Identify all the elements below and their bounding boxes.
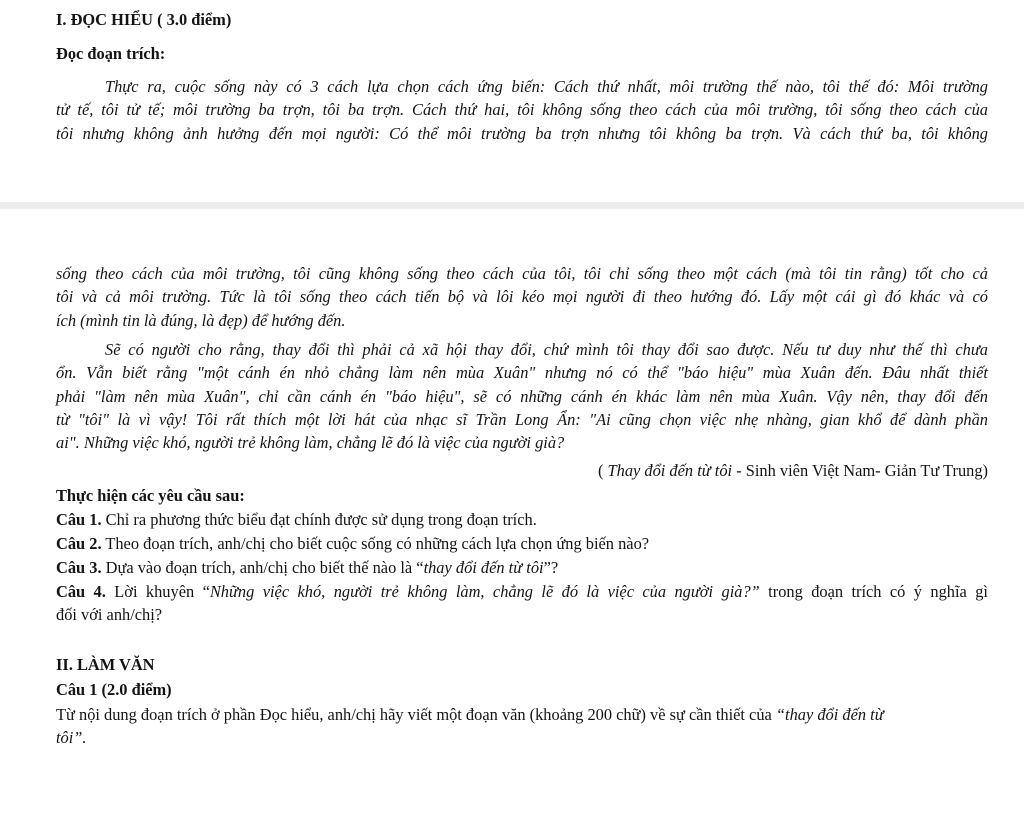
page-break-divider bbox=[0, 202, 1024, 209]
question-quote: Những việc khó, người trẻ không làm, chẳng lẽ đó là việc của người già?” bbox=[209, 582, 760, 601]
tasks-heading: Thực hiện các yêu cầu sau: bbox=[56, 486, 245, 505]
question-1 bbox=[56, 508, 988, 531]
essay-text: Từ nội dung đoạn trích ở phần Đọc hiểu, anh/chị hãy viết một đoạn văn (khoảng 200 chữ) về sự cần thiết của bbox=[56, 705, 776, 724]
question-4-line-1 bbox=[56, 580, 988, 603]
question-label: Câu 3. bbox=[56, 558, 102, 577]
read-passage-label: Đọc đoạn trích: bbox=[56, 44, 166, 63]
passage-line: tôi nhưng không ảnh hưởng đến mọi người: Có thể môi trường ba trợn nhưng tôi không ba trợn. Và cách thứ ba, tôi không bbox=[56, 123, 988, 143]
passage-line: ổn. Vẫn biết rằng "một cánh én nhỏ chẳng làm nên mùa Xuân" nhưng nó có thể "báo hiệu" mùa Xuân đến. Đâu nhất thiết bbox=[56, 363, 988, 383]
passage-line: sống theo cách của môi trường, tôi cũng không sống theo cách của tôi, tôi chỉ sống theo một cách (mà tôi tin rằng) tốt cho cả bbox=[56, 264, 988, 283]
essay-question-heading: Câu 1 (2.0 điểm) bbox=[56, 680, 172, 699]
question-text: trong đoạn trích có ý nghĩa gì bbox=[759, 582, 988, 601]
essay-question bbox=[56, 703, 988, 750]
question-label: Câu 4. bbox=[56, 582, 106, 601]
section-1-title: I. ĐỌC HIỂU ( 3.0 điểm) bbox=[56, 10, 232, 29]
question-text-end: ”? bbox=[543, 558, 559, 577]
passage-line: tử tế, tôi tử tế; môi trường ba trợn, tôi ba trợn. Cách thứ hai, tôi không sống theo cách của môi trường, tôi sống theo cách của bbox=[56, 100, 988, 120]
question-text: Lời khuyên “ bbox=[105, 582, 210, 601]
section-2-title: II. LÀM VĂN bbox=[56, 655, 155, 674]
source-author: - Sinh viên Việt Nam- Giản Tư Trung) bbox=[732, 461, 988, 480]
source-title: Thay đổi đến từ tôi bbox=[607, 461, 733, 480]
question-text: Theo đoạn trích, anh/chị cho biết cuộc sống có những cách lựa chọn ứng biến nào? bbox=[101, 534, 650, 553]
passage-bottom bbox=[56, 262, 988, 332]
passage-top bbox=[56, 75, 988, 145]
essay-line-1 bbox=[56, 703, 988, 726]
source-open: ( bbox=[597, 461, 608, 480]
passage-line: phải "làm nên mùa Xuân", chỉ cần cánh én "báo hiệu", sẽ có những cánh én khác làm nên mùa Xuân. Vậy nên, thay đổi đến bbox=[56, 386, 988, 406]
passage-line: tôi và cả môi trường. Tức là tôi sống theo cách tiến bộ và lôi kéo mọi người đi theo hướng đó. Lấy một cái gì đó khác và có bbox=[56, 287, 988, 307]
passage-paragraph-2 bbox=[56, 338, 988, 454]
question-quote: thay đổi đến từ tôi bbox=[423, 558, 544, 577]
essay-line-2: tôi”. bbox=[56, 728, 87, 748]
passage-line: ích (mình tin là đúng, là đẹp) để hướng đến. bbox=[56, 310, 346, 330]
passage-line: từ "tôi" là vì vậy! Tôi rất thích một lời hát của nhạc sĩ Trần Long Ẩn: "Ai cũng chọn việc nhẹ nhàng, gian khổ để dành phần bbox=[56, 409, 988, 429]
question-2 bbox=[56, 532, 988, 555]
question-4 bbox=[56, 580, 988, 627]
question-text: Dựa vào đoạn trích, anh/chị cho biết thế nào là “ bbox=[101, 558, 424, 577]
passage-line: ai". Những việc khó, người trẻ không làm, chẳng lẽ đó là việc của người già? bbox=[56, 433, 565, 453]
question-3 bbox=[56, 556, 988, 579]
source-citation bbox=[56, 459, 988, 482]
question-label: Câu 2. bbox=[56, 534, 102, 553]
passage-line: Thực ra, cuộc sống này có 3 cách lựa chọn cách ứng biến: Cách thứ nhất, môi trường thế nào, tôi thế đó: Môi trường bbox=[105, 77, 988, 96]
essay-quote: “thay đổi đến từ bbox=[775, 705, 884, 724]
passage-line: Sẽ có người cho rằng, thay đổi thì phải cả xã hội thay đổi, chứ mình tôi thay đổi sao được. Nếu tư duy như thế thì chưa bbox=[105, 340, 988, 359]
question-text: Chỉ ra phương thức biểu đạt chính được sử dụng trong đoạn trích. bbox=[101, 510, 537, 529]
question-4-line-2: đối với anh/chị? bbox=[56, 605, 163, 625]
question-label: Câu 1. bbox=[56, 510, 102, 529]
